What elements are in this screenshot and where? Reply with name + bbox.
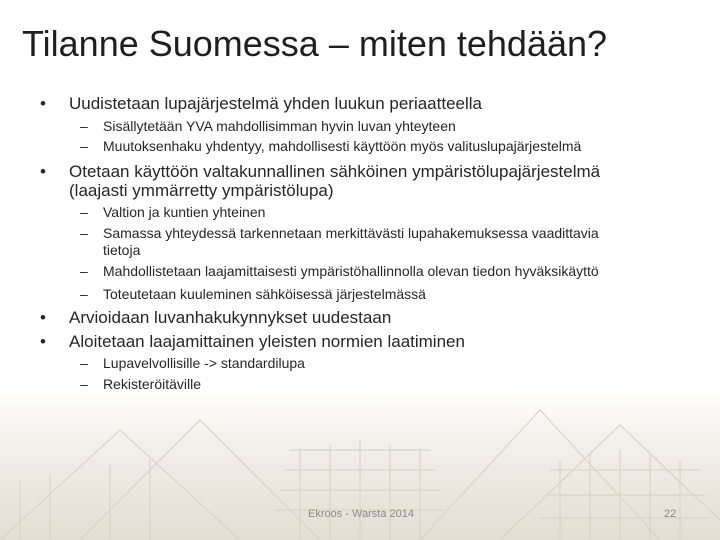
bullet-marker: • [40,332,46,351]
dash-marker: – [80,355,88,371]
sub-bullet-text: Mahdollistetaan laajamittaisesti ympäristöhallinnolla olevan tiedon hyväksikäyttö [103,263,599,279]
dash-marker: – [80,138,88,154]
sub-bullet-text: Toteutetaan kuuleminen sähköisessä järjestelmässä [103,286,426,302]
dash-marker: – [80,286,88,302]
footer-author: Ekroos - Warsta 2014 [308,508,414,520]
dash-marker: – [80,263,88,279]
bullet-text: Otetaan käyttöön valtakunnallinen sähköinen ympäristölupajärjestelmä [69,162,601,181]
bullet-marker: • [40,94,46,113]
bullet-text: Arvioidaan luvanhakukynnykset uudestaan [69,308,392,327]
sub-bullet-text: tietoja [103,242,141,258]
bullet-text: (laajasti ymmärretty ympäristölupa) [69,181,334,200]
dash-marker: – [80,376,88,392]
sub-bullet-text: Valtion ja kuntien yhteinen [103,204,266,220]
dash-marker: – [80,118,88,134]
sub-bullet-text: Samassa yhteydessä tarkennetaan merkittävästi lupahakemuksessa vaadittavia [103,225,599,241]
slide-title: Tilanne Suomessa – miten tehdään? [22,23,608,64]
sub-bullet-text: Lupavelvollisille -> standardilupa [103,355,305,371]
sub-bullet-text: Sisällytetään YVA mahdollisimman hyvin luvan yhteyteen [103,118,456,134]
dash-marker: – [80,225,88,241]
bullet-text: Uudistetaan lupajärjestelmä yhden luukun periaatteella [69,94,482,113]
sub-bullet-text: Rekisteröitäville [103,376,202,392]
bullet-marker: • [40,162,46,181]
dash-marker: – [80,204,88,220]
page-number: 22 [664,508,677,520]
bullet-marker: • [40,308,46,327]
sub-bullet-text: Muutoksenhaku yhdentyy, mahdollisesti käyttöön myös valituslupajärjestelmä [103,138,582,154]
bullet-text: Aloitetaan laajamittainen yleisten normien laatiminen [69,332,465,351]
